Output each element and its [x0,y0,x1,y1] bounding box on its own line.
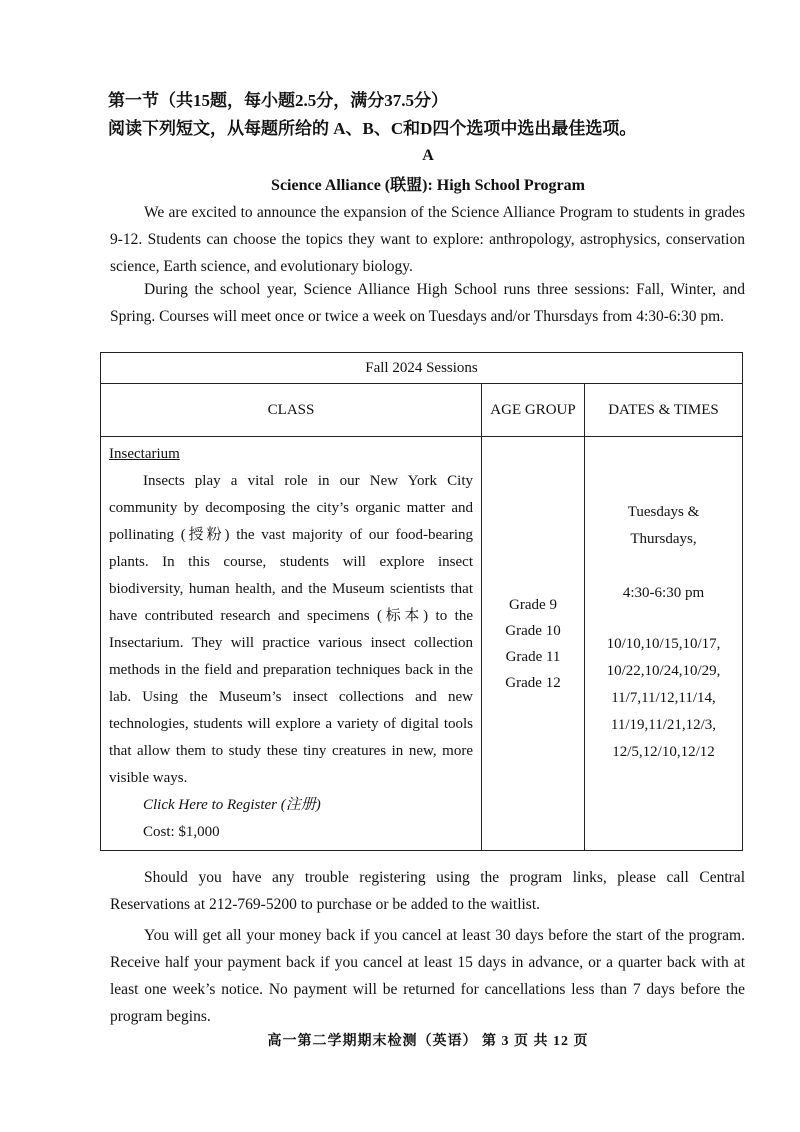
meeting-time: 4:30-6:30 pm [622,585,705,601]
register-link[interactable]: Click Here to Register (注册) [143,797,321,813]
meeting-days: Thursdays, [630,531,697,547]
paragraph-sessions: During the school year, Science Alliance High School runs three sessions: Fall, Winter, and Spring. Courses will meet once or twice a week on Tuesdays and/or Thursdays from 4:30-6:30 pm. [110,281,745,325]
grade-item: Grade 12 [505,674,561,691]
age-group-cell [482,437,585,851]
table-row [101,437,743,851]
date-line: 10/22,10/24,10/29, [606,663,721,679]
class-name: Insectarium [109,446,180,462]
grade-item: Grade 10 [505,622,561,639]
header-dates-times: DATES & TIMES [585,384,743,437]
grade-item: Grade 11 [505,648,561,665]
class-cost: Cost: $1,000 [143,824,220,840]
class-cell [101,437,482,851]
date-line: 11/19,11/21,12/3, [610,717,717,733]
header-class: CLASS [101,384,482,437]
date-line: 12/5,12/10,12/12 [612,744,715,760]
paragraph-intro: We are excited to announce the expansion of the Science Alliance Program to students in grades 9-12. Students can choose the topics they want to explore: anthropology, astrophysics, conservation science, Earth science, and evolutionary biology. [110,204,745,275]
meeting-days: Tuesdays & [627,504,700,520]
passage-letter: A [422,147,434,164]
paragraph-registration-help: Should you have any trouble registering using the program links, please call Central Reservations at 212-769-5200 to purchase or be added to the waitlist. [110,869,745,913]
section-heading: 第一节（共15题，每小题2.5分，满分37.5分） [108,91,448,110]
header-age-group: AGE GROUP [482,384,585,437]
passage-title: Science Alliance (联盟): High School Program [271,177,585,194]
grade-item: Grade 9 [509,596,557,613]
table-title: Fall 2024 Sessions [101,353,743,384]
class-description: Insects play a vital role in our New York City community by decomposing the city’s organic matter and pollinating (授粉) the vast majority of our food-bearing plants. In this course, students will explore insect biodiversity, human health, and the Museum scientists that have contributed research and specimens (标本) to the Insectarium. They will practice various insect collection methods in the field and preparation techniques back in the lab. Using the Museum’s insect collections and new technologies, students will explore a variety of digital tools that allow them to study these tiny creatures in new, more visible ways. [109,473,473,786]
date-line: 10/10,10/15,10/17, [606,636,721,652]
page-footer: 高一第二学期期末检测（英语） 第 3 页 共 12 页 [267,1034,589,1049]
dates-times-cell [585,437,743,851]
sessions-table [100,352,743,851]
section-instruction: 阅读下列短文，从每题所给的 A、B、C和D四个选项中选出最佳选项。 [108,119,637,138]
date-line: 11/7,11/12,11/14, [611,690,716,706]
paragraph-refund-policy: You will get all your money back if you cancel at least 30 days before the start of the program. Receive half your payment back if you cancel at least 15 days in advance, or a quarter back with at least one week’s notice. No payment will be returned for cancellations less than 7 days before the program begins. [110,927,745,1025]
